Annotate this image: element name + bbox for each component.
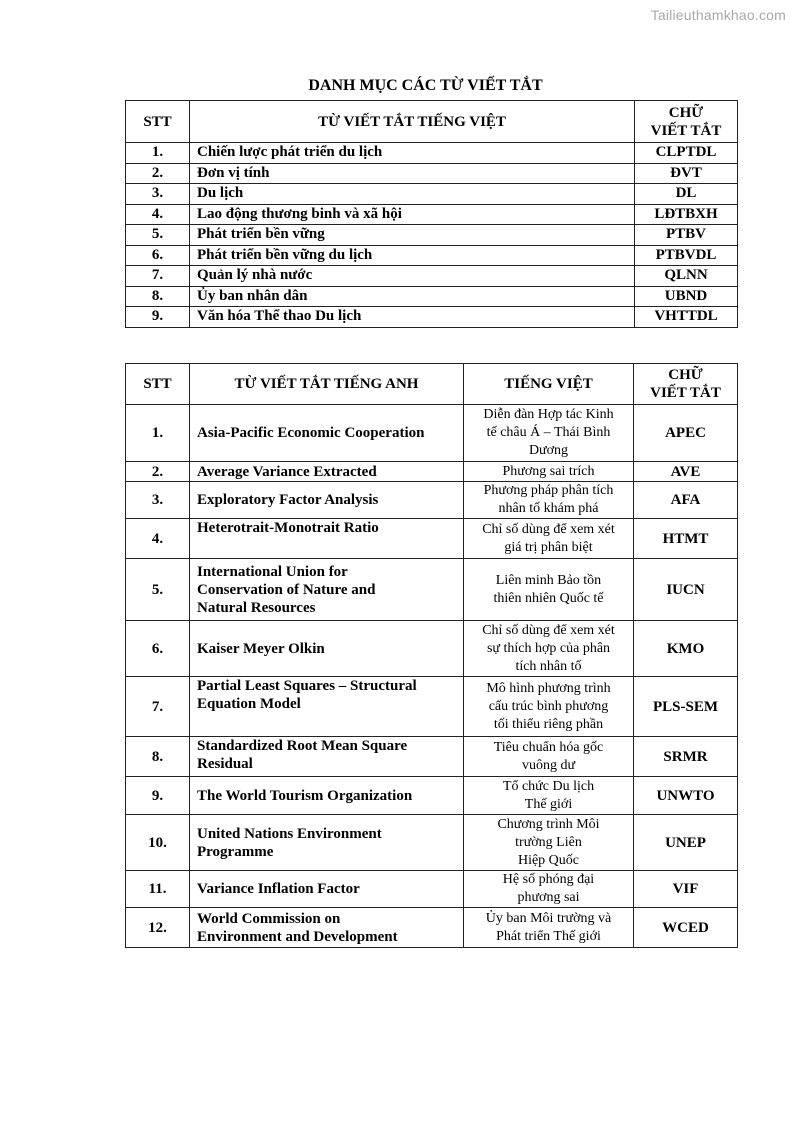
term-line: Partial Least Squares – Structural: [197, 678, 417, 694]
term-line: International Union for: [197, 563, 348, 580]
row-abbr: WCED: [634, 908, 738, 948]
header-term-vn: TỪ VIẾT TẮT TIẾNG VIỆT: [190, 101, 635, 143]
row-abbr: VHTTDL: [635, 307, 738, 328]
row-vn: [464, 405, 634, 462]
row-abbr: AFA: [634, 482, 738, 519]
row-vn: [464, 559, 634, 621]
vn-line: Phương pháp phân tích: [483, 483, 614, 498]
row-term: Văn hóa Thể thao Du lịch: [190, 307, 635, 328]
term-line: Environment and Development: [197, 928, 398, 945]
vn-line: Tổ chức Du lịch: [502, 778, 595, 794]
row-vn: [464, 482, 634, 519]
row-stt: 9.: [126, 307, 190, 328]
row-stt: 10.: [126, 815, 190, 871]
row-stt: 1.: [126, 405, 190, 462]
table-row: [126, 286, 738, 307]
vn-line: tích nhân tố: [515, 658, 582, 674]
vn-line: sự thích hợp của phân: [486, 640, 611, 656]
table2-body: [126, 405, 738, 948]
row-term: Phát triển bền vững: [190, 225, 635, 246]
row-term: [190, 405, 464, 462]
row-term: [190, 677, 464, 737]
row-vn: [464, 737, 634, 777]
term-line: Kaiser Meyer Olkin: [197, 640, 325, 657]
row-stt: 6.: [126, 245, 190, 266]
row-abbr: AVE: [634, 462, 738, 482]
row-term: [190, 621, 464, 677]
vn-line: trường Liên: [515, 834, 582, 850]
header-term-en: TỪ VIẾT TẮT TIẾNG ANH: [190, 364, 464, 405]
vn-line: Ủy ban Môi trường và: [485, 910, 612, 926]
header-abbr: [635, 101, 738, 143]
page-title: DANH MỤC CÁC TỪ VIẾT TẮT: [308, 77, 543, 94]
row-term: Lao động thương binh và xã hội: [190, 204, 635, 225]
header-abbr-line2: VIẾT TẮT: [650, 385, 721, 401]
table-row: [126, 225, 738, 246]
row-term: Ủy ban nhân dân: [190, 286, 635, 307]
vn-line: Phát triển Thế giới: [496, 928, 601, 944]
row-abbr: PTBVDL: [635, 245, 738, 266]
row-abbr: PTBV: [635, 225, 738, 246]
row-term: Du lịch: [190, 184, 635, 205]
row-abbr: UBND: [635, 286, 738, 307]
row-vn: [464, 677, 634, 737]
row-term: [190, 908, 464, 948]
row-stt: 8.: [126, 286, 190, 307]
table-row: [126, 462, 738, 482]
table-row: [126, 677, 738, 737]
term-line: World Commission on: [197, 910, 341, 927]
vn-line: Tiêu chuẩn hóa gốc: [493, 739, 604, 755]
header-abbr-line1: CHỮ: [668, 367, 703, 383]
vn-line: Phương sai trích: [502, 463, 595, 479]
vn-line: Thế giới: [524, 796, 573, 812]
row-stt: 3.: [126, 184, 190, 205]
vn-line: giá trị phân biệt: [504, 539, 593, 555]
row-stt: 11.: [126, 871, 190, 908]
row-stt: 5.: [126, 225, 190, 246]
vn-line: thiên nhiên Quốc tế: [493, 590, 604, 606]
term-line: Conservation of Nature and: [197, 581, 376, 598]
vn-line: Chỉ số dùng để xem xét: [482, 622, 615, 638]
vn-line: Mô hình phương trình: [486, 680, 611, 696]
table-row: [126, 777, 738, 815]
row-term: [190, 559, 464, 621]
row-abbr: DL: [635, 184, 738, 205]
row-abbr: IUCN: [634, 559, 738, 621]
row-term: [190, 871, 464, 908]
term-line: Natural Resources: [197, 599, 316, 616]
header-abbr-line2: VIẾT TẮT: [650, 122, 722, 139]
row-term: Đơn vị tính: [190, 163, 635, 184]
row-stt: 7.: [126, 677, 190, 737]
table1-body: [126, 143, 738, 328]
row-abbr: SRMR: [634, 737, 738, 777]
term-line: Asia-Pacific Economic Cooperation: [197, 425, 425, 441]
row-stt: 6.: [126, 621, 190, 677]
vn-line: Diễn đàn Hợp tác Kinh: [483, 407, 614, 422]
table-row: [126, 908, 738, 948]
term-line: Programme: [197, 843, 274, 860]
term-line: Equation Model: [197, 696, 301, 712]
table-row: [126, 266, 738, 287]
row-abbr: APEC: [634, 405, 738, 462]
term-line: Average Variance Extracted: [197, 463, 377, 480]
table-row: [126, 871, 738, 908]
header-vn: TIẾNG VIỆT: [464, 364, 634, 405]
term-line: Heterotrait-Monotrait Ratio: [197, 520, 379, 536]
vn-line: nhân tố khám phá: [498, 501, 599, 516]
table-row: [126, 559, 738, 621]
row-stt: 9.: [126, 777, 190, 815]
row-stt: 12.: [126, 908, 190, 948]
vn-line: Chỉ số dùng để xem xét: [482, 521, 615, 537]
row-term: [190, 737, 464, 777]
row-stt: 4.: [126, 519, 190, 559]
table-row: [126, 482, 738, 519]
row-abbr: UNEP: [634, 815, 738, 871]
watermark-text: Tailieuthamkhao.com: [650, 7, 786, 23]
table-row: [126, 737, 738, 777]
term-line: United Nations Environment: [197, 825, 382, 842]
row-vn: [464, 908, 634, 948]
row-abbr: VIF: [634, 871, 738, 908]
row-term: [190, 462, 464, 482]
table-row: [126, 143, 738, 164]
row-vn: [464, 871, 634, 908]
row-stt: 5.: [126, 559, 190, 621]
row-vn: [464, 621, 634, 677]
vn-line: vuông dư: [521, 757, 576, 773]
table-row: [126, 815, 738, 871]
header-stt: STT: [126, 364, 190, 405]
row-abbr: CLPTDL: [635, 143, 738, 164]
row-term: [190, 815, 464, 871]
row-abbr: LĐTBXH: [635, 204, 738, 225]
vietnamese-abbreviations-table: [125, 100, 738, 328]
row-stt: 4.: [126, 204, 190, 225]
vn-line: tế châu Á – Thái Bình: [486, 425, 611, 440]
row-term: Quản lý nhà nước: [190, 266, 635, 287]
term-line: Variance Inflation Factor: [197, 881, 360, 897]
vn-line: tối thiểu riêng phần: [493, 716, 604, 732]
term-line: Residual: [197, 756, 253, 772]
row-vn: [464, 462, 634, 482]
table-row: [126, 204, 738, 225]
table-row: [126, 307, 738, 328]
row-stt: 8.: [126, 737, 190, 777]
table-row: [126, 163, 738, 184]
row-term: Phát triển bền vững du lịch: [190, 245, 635, 266]
row-stt: 3.: [126, 482, 190, 519]
row-vn: [464, 519, 634, 559]
table-row: [126, 405, 738, 462]
table-row: [126, 245, 738, 266]
row-term: Chiến lược phát triển du lịch: [190, 143, 635, 164]
vn-line: cấu trúc bình phương: [488, 698, 609, 714]
table-row: [126, 184, 738, 205]
row-term: [190, 482, 464, 519]
vn-line: Hiệp Quốc: [517, 852, 580, 868]
row-term: [190, 519, 464, 559]
table-row: [126, 621, 738, 677]
row-vn: [464, 777, 634, 815]
english-abbreviations-table: [125, 363, 738, 948]
row-abbr: PLS-SEM: [634, 677, 738, 737]
vn-line: Liên minh Bảo tồn: [495, 572, 602, 588]
row-vn: [464, 815, 634, 871]
vn-line: Hệ số phóng đại: [502, 872, 595, 887]
term-line: Standardized Root Mean Square: [197, 738, 408, 754]
header-stt: STT: [126, 101, 190, 143]
row-abbr: UNWTO: [634, 777, 738, 815]
row-abbr: ĐVT: [635, 163, 738, 184]
vn-line: Dương: [528, 443, 569, 458]
row-abbr: HTMT: [634, 519, 738, 559]
vn-line: Chương trình Môi: [497, 816, 600, 832]
row-term: [190, 777, 464, 815]
row-stt: 1.: [126, 143, 190, 164]
row-abbr: QLNN: [635, 266, 738, 287]
row-stt: 2.: [126, 163, 190, 184]
term-line: The World Tourism Organization: [197, 787, 413, 804]
row-stt: 7.: [126, 266, 190, 287]
table-row: [126, 519, 738, 559]
vn-line: phương sai: [517, 890, 580, 905]
header-abbr: [634, 364, 738, 405]
header-abbr-line1: CHỮ: [668, 104, 704, 121]
row-abbr: KMO: [634, 621, 738, 677]
term-line: Exploratory Factor Analysis: [197, 492, 379, 508]
row-stt: 2.: [126, 462, 190, 482]
